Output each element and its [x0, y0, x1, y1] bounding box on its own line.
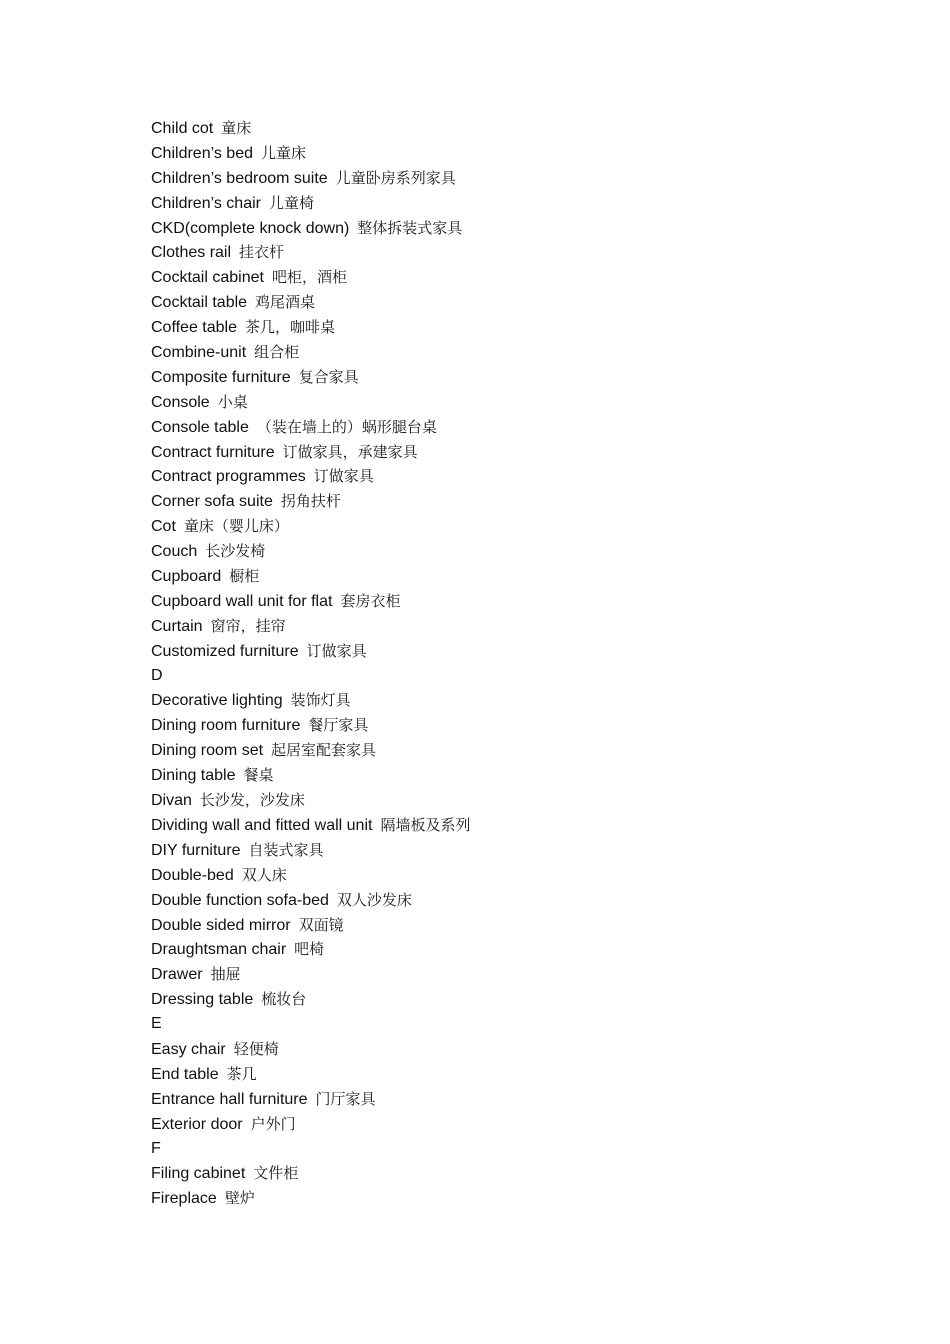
entry-translation: 吧椅 [294, 940, 325, 959]
entry-translation: 订做家具 [313, 467, 374, 486]
entry-term: Easy chair [151, 1040, 226, 1058]
section-letter: F [151, 1139, 161, 1157]
glossary-entry [151, 813, 470, 838]
section-letter: D [151, 666, 163, 684]
entry-translation: 吧柜，酒柜 [271, 268, 347, 287]
entry-translation: 窗帘，挂帘 [210, 616, 286, 635]
entry-term: Contract programmes [151, 468, 306, 486]
entry-translation: 餐厅家具 [308, 716, 369, 735]
entry-translation: 组合柜 [254, 343, 300, 362]
entry-term: Curtain [151, 617, 203, 635]
entry-translation: 门厅家具 [315, 1089, 376, 1108]
glossary-entry [151, 713, 470, 738]
entry-term: Exterior door [151, 1115, 243, 1133]
glossary-entry [151, 763, 470, 788]
glossary-entry [151, 1161, 470, 1186]
entry-term: Cupboard [151, 568, 222, 586]
entry-term: Children’s bedroom suite [151, 169, 328, 187]
glossary-entry [151, 166, 470, 191]
entry-term: Cot [151, 518, 176, 536]
entry-translation: 整体拆装式家具 [357, 218, 463, 237]
glossary-entry [151, 788, 470, 813]
glossary-entry [151, 688, 470, 713]
glossary-entry [151, 1037, 470, 1062]
section-letter-f [151, 1137, 470, 1162]
glossary-entry [151, 838, 470, 863]
entry-translation: 梳妆台 [261, 990, 307, 1009]
entry-translation: 茶几，咖啡桌 [245, 318, 336, 337]
glossary-entry [151, 290, 470, 315]
glossary-entry [151, 987, 470, 1012]
entry-term: Fireplace [151, 1190, 217, 1208]
entry-term: Children’s chair [151, 194, 261, 212]
entry-translation: 订做家具 [306, 641, 367, 660]
entry-term: Clothes rail [151, 244, 232, 262]
glossary-entry [151, 1186, 470, 1211]
entry-translation: 户外门 [250, 1114, 296, 1133]
section-letter-e [151, 1012, 470, 1037]
glossary-entry [151, 141, 470, 166]
entry-translation: 订做家具，承建家具 [282, 442, 418, 461]
entry-term: Draughtsman chair [151, 941, 287, 959]
entry-term: Divan [151, 792, 192, 810]
glossary-entry [151, 514, 470, 539]
glossary-entry [151, 639, 470, 664]
glossary-entry [151, 340, 470, 365]
glossary-entry [151, 564, 470, 589]
entry-term: Double sided mirror [151, 916, 291, 934]
glossary-entry [151, 539, 470, 564]
glossary-entry [151, 191, 470, 216]
entry-term: Cupboard wall unit for flat [151, 592, 333, 610]
entry-translation: 复合家具 [298, 367, 359, 386]
entry-translation: 长沙发椅 [205, 542, 266, 561]
entry-translation: 双人床 [241, 865, 287, 884]
glossary-list [151, 116, 470, 1211]
entry-translation: 儿童卧房系列家具 [335, 168, 456, 187]
entry-translation: 双面镜 [298, 915, 344, 934]
glossary-entry [151, 365, 470, 390]
entry-translation: 挂衣杆 [239, 243, 285, 262]
entry-translation: 抽屉 [210, 965, 241, 984]
glossary-entry [151, 962, 470, 987]
entry-translation: 文件柜 [253, 1164, 299, 1183]
entry-term: DIY furniture [151, 841, 241, 859]
glossary-entry [151, 589, 470, 614]
entry-translation: 儿童床 [261, 143, 307, 162]
entry-term: Dining room furniture [151, 717, 301, 735]
glossary-entry [151, 265, 470, 290]
entry-term: Child cot [151, 120, 214, 137]
glossary-entry [151, 614, 470, 639]
entry-term: Cocktail table [151, 294, 248, 312]
glossary-entry [151, 738, 470, 763]
entry-translation: 隔墙板及系列 [380, 815, 471, 834]
section-letter-d [151, 664, 470, 689]
entry-term: Entrance hall furniture [151, 1090, 308, 1108]
entry-translation: 起居室配套家具 [271, 741, 377, 760]
entry-term: Dining table [151, 767, 236, 785]
entry-translation: 自装式家具 [248, 840, 324, 859]
glossary-entry [151, 240, 470, 265]
entry-term: Combine-unit [151, 344, 247, 362]
glossary-entry [151, 1112, 470, 1137]
glossary-entry [151, 464, 470, 489]
glossary-entry [151, 489, 470, 514]
entry-term: Dividing wall and fitted wall unit [151, 816, 373, 834]
glossary-entry [151, 913, 470, 938]
entry-term: Dressing table [151, 991, 254, 1009]
entry-translation: 双人沙发床 [336, 890, 412, 909]
glossary-entry [151, 116, 470, 141]
entry-translation: 餐桌 [243, 766, 274, 785]
entry-term: Console [151, 393, 210, 411]
entry-term: Drawer [151, 966, 203, 984]
entry-term: Composite furniture [151, 368, 291, 386]
entry-translation: 装饰灯具 [290, 691, 351, 710]
entry-translation: 壁炉 [224, 1189, 255, 1208]
entry-term: Double function sofa-bed [151, 891, 329, 909]
section-letter: E [151, 1015, 162, 1033]
entry-translation: 轻便椅 [233, 1039, 279, 1058]
glossary-entry [151, 390, 470, 415]
entry-translation: 童床 [221, 119, 252, 137]
entry-term: Corner sofa suite [151, 493, 273, 511]
glossary-entry [151, 937, 470, 962]
entry-term: Filing cabinet [151, 1165, 246, 1183]
entry-translation: （装在墙上的）蜗形腿台桌 [256, 417, 437, 436]
entry-translation: 童床（婴儿床） [183, 517, 289, 536]
entry-term: Dining room set [151, 742, 264, 760]
entry-term: Coffee table [151, 319, 237, 337]
entry-term: Children’s bed [151, 144, 253, 162]
entry-term: CKD(complete knock down) [151, 219, 350, 237]
glossary-entry [151, 888, 470, 913]
entry-translation: 拐角扶杆 [280, 492, 341, 511]
entry-translation: 小桌 [217, 392, 248, 411]
glossary-entry [151, 1087, 470, 1112]
entry-term: End table [151, 1065, 219, 1083]
entry-term: Decorative lighting [151, 692, 283, 710]
glossary-entry [151, 315, 470, 340]
entry-term: Double-bed [151, 866, 234, 884]
glossary-entry [151, 440, 470, 465]
glossary-entry [151, 1062, 470, 1087]
entry-term: Console table [151, 418, 249, 436]
entry-translation: 茶几 [226, 1064, 257, 1083]
entry-term: Cocktail cabinet [151, 269, 264, 287]
entry-translation: 长沙发，沙发床 [199, 791, 305, 810]
entry-translation: 儿童椅 [268, 193, 314, 212]
entry-term: Customized furniture [151, 642, 299, 660]
entry-translation: 橱柜 [229, 567, 260, 586]
entry-term: Contract furniture [151, 443, 275, 461]
glossary-entry [151, 415, 470, 440]
glossary-entry [151, 863, 470, 888]
glossary-entry [151, 216, 470, 241]
entry-translation: 套房衣柜 [340, 591, 401, 610]
entry-term: Couch [151, 543, 198, 561]
entry-translation: 鸡尾酒桌 [255, 293, 316, 312]
